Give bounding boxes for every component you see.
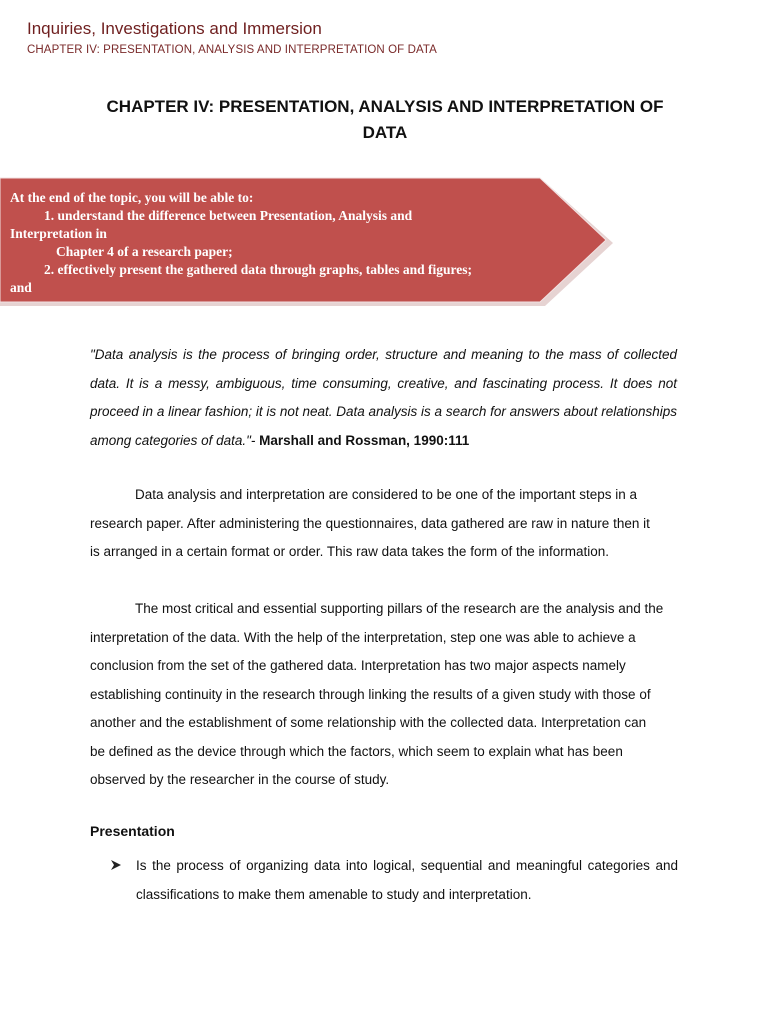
paragraph-2-line-7: observed by the researcher in the course of study.: [90, 772, 390, 787]
data-analysis-quote: [90, 341, 677, 455]
learning-objectives: [10, 189, 550, 297]
chapter-heading-line-1: CHAPTER IV: PRESENTATION, ANALYSIS AND INTERPRETATION OF: [106, 97, 664, 116]
chapter-heading-line-2: DATA: [362, 123, 408, 142]
page-header: [27, 18, 437, 56]
paragraph-data-analysis: [90, 481, 680, 567]
objective-1-line-3: Chapter 4 of a research paper;: [56, 244, 233, 259]
quote-text: "Data analysis is the process of bringing order, structure and meaning to the mass of collected data. It is a messy, ambiguous, time consuming, creative, and fascinating process. It does not proceed in a linear fashion; it is not neat. Data analysis is a search for answers about relationships among categories of data."-: [90, 347, 677, 448]
objective-2-line-2: and: [10, 280, 32, 295]
paragraph-2-line-1: The most critical and essential supporting pillars of the research are the analysis and the: [135, 601, 664, 616]
section-heading-presentation: Presentation: [90, 823, 175, 839]
arrowhead-bullet-icon: [110, 858, 122, 876]
objectives-intro: At the end of the topic, you will be able to:: [10, 190, 254, 205]
objective-1-line-2: Interpretation in: [10, 226, 107, 241]
quote-source: Marshall and Rossman, 1990:111: [255, 432, 470, 448]
paragraph-interpretation: [90, 595, 680, 795]
paragraph-1-line-2: research paper. After administering the questionnaires, data gathered are raw in nature then it: [90, 515, 650, 531]
course-title: Inquiries, Investigations and Immersion: [27, 19, 322, 38]
paragraph-2-line-5: another and the establishment of some relationship with the collected data. Interpretation can: [90, 715, 647, 730]
presentation-definition: Is the process of organizing data into logical, sequential and meaningful categories and classifications to make them amenable to study and interpretation.: [136, 858, 678, 902]
paragraph-1-line-3: is arranged in a certain format or order. This raw data takes the form of the information.: [90, 544, 609, 559]
paragraph-2-line-3: conclusion from the set of the gathered data. Interpretation has two major aspects namely: [90, 658, 626, 673]
chapter-subtitle: CHAPTER IV: PRESENTATION, ANALYSIS AND INTERPRETATION OF DATA: [27, 44, 437, 56]
paragraph-2-line-2: interpretation of the data. With the help of the interpretation, step one was able to achieve a: [90, 629, 636, 645]
paragraph-1-line-1: Data analysis and interpretation are considered to be one of the important steps in a: [135, 487, 638, 502]
chapter-heading: [80, 94, 690, 146]
paragraph-2-line-4: establishing continuity in the research through linking the results of a given study with those of: [90, 686, 651, 702]
objective-2-line-1: 2. effectively present the gathered data through graphs, tables and figures;: [44, 262, 472, 277]
objective-1-line-1: 1. understand the difference between Presentation, Analysis and: [44, 208, 413, 223]
paragraph-2-line-6: be defined as the device through which the factors, which seem to explain what has been: [90, 743, 623, 759]
